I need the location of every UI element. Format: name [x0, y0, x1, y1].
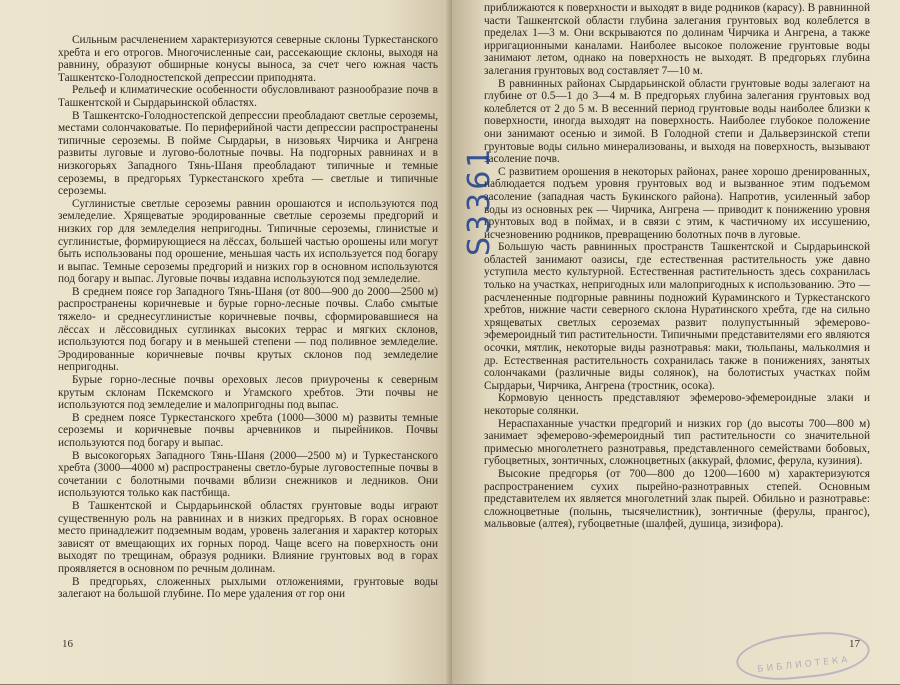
- right-page-text: [484, 2, 870, 531]
- stamp-text: БИБЛИОТЕКА: [756, 655, 851, 675]
- paragraph: Нераспаханные участки предгорий и низких гор (до высоты 700—800 м) занимает эфемерово-эфемероидный тип растительности со значительной примесью многолетнего разнотравья, представленного семействами бобовых, губоцветных, зонтичных, сложноцветных (аккурай, фломис, ферула, кузиния).: [484, 417, 870, 468]
- paragraph: Большую часть равнинных пространств Ташкентской и Сырдарьинской областей занимают оазисы, где естественная растительность уже давно уступила место культурной. Естественная растительность здесь сохранилась только на участках, непригодных или малопригодных к использованию. Это — расчлененные подгорные равнины подножий Кураминского и Туркестанского хребтов, нижние части северного склона Нуратинского хребта, где на сильно хрящеватых светлых сероземах развит полупустынный эфемерово-эфемероидный тип растительности. Типичными представителями его являются осочки, мятлик, некоторые виды разнотравья: маки, тюльпаны, мальколмия и др. Естественная растительность сохранилась также в понижениях, занятых солончаками (различные виды солянок), на болотистых участках пойм Сырдарьи, Чирчика, Ангрена (тростник, осока).: [484, 241, 870, 392]
- paragraph: С развитием орошения в некоторых районах, ранее хорошо дренированных, наблюдается подъем уровня грунтовых вод и вызванное этим подъемом засоление (западная часть Букинского района). Напротив, усиленный забор воды из основных рек — Чирчика, Ангрена — приводит к понижению уровня грунтовых вод в поймах, и в связи с этим, к частичному их иссушению, исчезновению родников, превращению болотных почв в луговые.: [484, 165, 870, 241]
- paragraph: В Ташкентской и Сырдарьинской областях грунтовые воды играют существенную роль на равнинах и в низких предгорьях. В горах основное место принадлежит подземным водам, уровень залегания и характер которых зависят от вмещающих их горных пород. Чаще всего на поверхность они выходят по трещинам, образуя родники. Влияние грунтовых вод в горах проявляется в основном по речным долинам.: [58, 499, 438, 575]
- paragraph: Сильным расчленением характеризуются северные склоны Туркестанского хребта и его отрогов. Многочисленные саи, рассекающие склоны, выходя на равнину, образуют обширные конусы выноса, за счет чего южная часть Ташкентско-Голодностепской депрессии приподнята.: [58, 34, 438, 84]
- paragraph: В равнинных районах Сырдарьинской области грунтовые воды залегают на глубине от 0.5—1 до 3—4 м. В предгорьях глубина залегания грунтовых вод колеблется от 2 до 5 м. В весенний период грунтовые воды наиболее близки к поверхности, иногда выходят на поверхность. Наиболее глубокое положение они занимают осенью и зимой. В Голодной степи и Дальверзинской степи грунтовые воды сильно минерализованы, и выходя на поверхность, вызывают засоление почв.: [484, 77, 870, 166]
- paragraph: В среднем поясе Туркестанского хребта (1000—3000 м) развиты темные сероземы и коричневые почвы арчевников и пырейников. Почвы используются под богару и выпас.: [58, 411, 438, 449]
- paragraph: приближаются к поверхности и выходят в виде родников (карасу). В равнинной части Ташкентской области глубина залегания грунтовых вод колеблется в пределах 1—3 м. Они вскрываются по долинам Чирчика и Ангрена, а также ирригационными каналами. Наиболее высокое положение грунтовые воды занимают летом, однако на поверхность не выходят. В предгорьях глубина залегания грунтовых вод составляет 7—10 м.: [484, 2, 870, 77]
- paragraph: Кормовую ценность представляют эфемерово-эфемероидные злаки и некоторые солянки.: [484, 392, 870, 417]
- paragraph: Суглинистые светлые сероземы равнин орошаются и используются под земледелие. Хрящеватые эродированные светлые сероземы предгорий и низких гор для земледелия непригодны. Типичные сероземы, глинистые и суглинистые, формирующиеся на лёссах, большей частью орошены или могут быть использованы под орошение, меньшая часть их используется под богару и выпас. Темные сероземы предгорий и низких гор в основном используются под богару и выпас. Луговые почвы издавна используются под земледелие.: [58, 197, 438, 286]
- paragraph: Высокие предгорья (от 700—800 до 1200—1600 м) характеризуются распространением сухих пырейно-разнотравных степей. Основным представителем их является многолетний злак пырей. Обильно и разнотравье: сложноцветные (полынь, тысячелистник), зонтичные (ферулы, прангос), мальвовые (алтея), губоцветные (шалфей, душица, зизифора).: [484, 467, 870, 531]
- right-page: [452, 0, 900, 684]
- left-page-text: [58, 34, 438, 601]
- paragraph: В среднем поясе гор Западного Тянь-Шаня (от 800—900 до 2000—2500 м) распространены коричневые и бурые горно-лесные почвы. Слабо смытые тяжело- и среднесуглинистые коричневые почвы, сформировавшиеся на лёссах и лёссовидных суглинках высоких террас и мягких склонов, используются под богару и в меньшей степени — под поливное земледелие. Эродированные коричневые почвы крутых склонов под земледелие непригодны.: [58, 285, 438, 374]
- library-stamp: [734, 627, 872, 685]
- paragraph: Бурые горно-лесные почвы ореховых лесов приурочены к северным крутым склонам Пскемского и Угамского хребтов. Эти почвы не используются под земледелие и малопригодны под выпас.: [58, 374, 438, 412]
- paragraph: В Ташкентско-Голодностепской депрессии преобладают светлые сероземы, местами солончаковатые. По периферийной части депрессии распространены типичные сероземы. В пойме Сырдарьи, в низовьях Чирчика и Ангрена развиты луговые и лугово-болотные почвы. На подгорных равнинах и в низкогорьях Западного Тянь-Шаня преобладают типичные и темные сероземы, в предгорьях Туркестанского хребта — светлые и типичные сероземы.: [58, 109, 438, 198]
- page-number-right: 17: [849, 638, 860, 650]
- paragraph: В предгорьях, сложенных рыхлыми отложениями, грунтовые воды залегают на большой глубине. По мере удаления от гор они: [58, 575, 438, 601]
- handwritten-call-number: S3361: [462, 145, 497, 256]
- paragraph: Рельеф и климатические особенности обусловливают разнообразие почв в Ташкентской и Сырдарьинской областях.: [58, 84, 438, 109]
- page-number-left: 16: [62, 638, 73, 650]
- paragraph: В высокогорьях Западного Тянь-Шаня (2000—2500 м) и Туркестанского хребта (3000—4000 м) распространены светло-бурые луговостепные почвы в сочетании с болотными почвами вблизи снежников и ледников. Они используются только как пастбища.: [58, 449, 438, 500]
